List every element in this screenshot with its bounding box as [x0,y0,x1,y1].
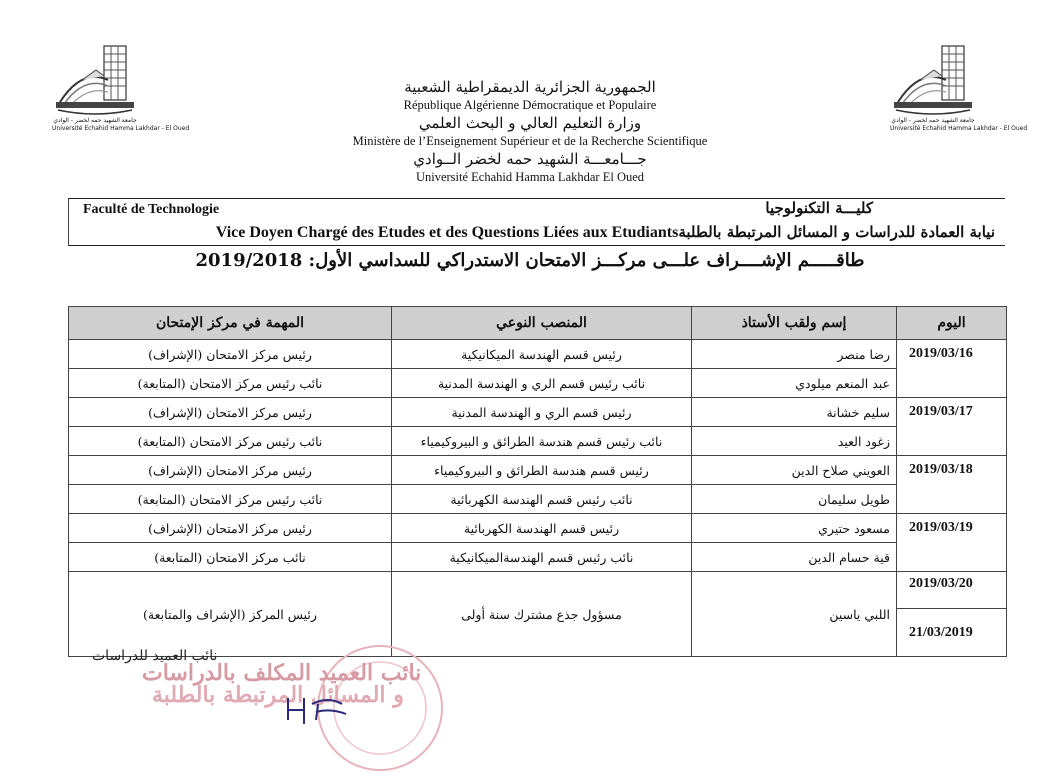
position-cell: نائب رئيس قسم الهندسةالميكانيكية [392,543,692,572]
day-cell: 21/03/2019 [897,609,1007,657]
header-day: اليوم [897,307,1007,340]
header-task: المهمة في مركز الإمتحان [69,307,392,340]
logo-caption-ar: جامعة الشهيد حمه لخضر - الوادي [891,117,975,124]
university-logo-left [52,40,190,135]
vice-dean-line [204,223,995,242]
university-ar: جـــامعـــة الشهيد حمه لخضر الــوادي [413,150,647,168]
signature-block [92,648,422,742]
position-cell: رئيس قسم الري و الهندسة المدنية [392,398,692,427]
task-cell: نائب رئيس مركز الامتحان (المتابعة) [69,485,392,514]
faculty-box [68,198,1005,246]
day-cell: 2019/03/16 [897,340,1007,398]
table-row [69,485,1007,514]
table-row [69,514,1007,543]
vice-dean-fr: Vice Doyen Chargé des Etudes et des Questions Liées aux Etudiants [215,224,679,241]
supervision-table [68,306,1007,657]
name-cell: مسعود حتيري [692,514,897,543]
ministry-fr: Ministère de l’Enseignement Supérieur et de la Recherche Scientifique [352,134,708,148]
name-cell: اللبي ياسين [692,572,897,657]
task-cell: رئيس مركز الامتحان (الإشراف) [69,340,392,369]
vice-dean-ar: نيابة العمادة للدراسات و المسائل المرتبطة بالطلبة [678,223,995,241]
table-header-row [69,307,1007,340]
table-row [69,398,1007,427]
name-cell: العويني صلاح الدين [692,456,897,485]
name-cell: رضا منصر [692,340,897,369]
logo-caption-fr: Université Echahid Hamma Lakhdar - El Oued [52,125,190,132]
handwritten-signature [282,690,352,730]
task-cell: نائب رئيس مركز الامتحان (المتابعة) [69,369,392,398]
position-cell: رئيس قسم هندسة الطرائق و البيروكيمياء [392,456,692,485]
task-cell: رئيس مركز الامتحان (الإشراف) [69,456,392,485]
ministry-ar: وزارة التعليم العالي و البحث العلمي [418,114,642,132]
task-cell: رئيس المركز (الإشراف والمتابعة) [69,572,392,657]
name-cell: زغود العيد [692,427,897,456]
logo-caption-ar: جامعة الشهيد حمه لخضر - الوادي [53,117,137,124]
table-row [69,456,1007,485]
republic-fr: République Algérienne Démocratique et Populaire [403,98,657,112]
table-row [69,427,1007,456]
document-title: طاقـــــم الإشــــراف علـــى مركـــز الامتحان الاستدراكي للسداسي الأول: 2019/2018 [195,250,865,271]
logo-caption-fr: Université Echahid Hamma Lakhdar - El Oued [890,125,1028,132]
stamp-text-1: نائب العميد المكلف بالدراسات [142,660,422,686]
university-building-icon [890,40,976,116]
stamp-text-2: و المسائل المرتبطة بالطلبة [152,682,404,708]
header-name: إسم ولقب الأستاذ [692,307,897,340]
name-cell: قية حسام الدين [692,543,897,572]
university-logo-right [890,40,1028,135]
university-fr: Université Echahid Hamma Lakhdar El Oued [415,170,645,184]
day-cell: 2019/03/20 [897,572,1007,609]
position-cell: نائب رئيس قسم هندسة الطرائق و البيروكيمياء [392,427,692,456]
task-cell: نائب رئيس مركز الامتحان (المتابعة) [69,427,392,456]
day-cell: 2019/03/18 [897,456,1007,514]
university-building-icon [52,40,138,116]
position-cell: مسؤول جذع مشترك سنة أولى [392,572,692,657]
faculty-name-fr: Faculté de Technologie [83,202,220,217]
day-cell: 2019/03/17 [897,398,1007,456]
task-cell: رئيس مركز الامتحان (الإشراف) [69,398,392,427]
official-header [290,78,770,186]
table-row [69,543,1007,572]
position-cell: نائب رئيس قسم الري و الهندسة المدنية [392,369,692,398]
faculty-name-ar: كليـــة التكنولوجيا [765,199,873,217]
republic-ar: الجمهورية الجزائرية الديمقراطية الشعبية [404,78,656,96]
table-row [69,369,1007,398]
position-cell: رئيس قسم الهندسة الكهربائية [392,514,692,543]
name-cell: عبد المنعم ميلودي [692,369,897,398]
header-position: المنصب النوعي [392,307,692,340]
position-cell: نائب رئيس قسم الهندسة الكهربائية [392,485,692,514]
task-cell: نائب مركز الامتحان (المتابعة) [69,543,392,572]
table-row [69,572,1007,609]
signature-title: نائب العميد للدراسات [92,648,218,664]
day-cell: 2019/03/19 [897,514,1007,572]
name-cell: سليم خشانة [692,398,897,427]
name-cell: طويل سليمان [692,485,897,514]
task-cell: رئيس مركز الامتحان (الإشراف) [69,514,392,543]
table-row [69,340,1007,369]
position-cell: رئيس قسم الهندسة الميكانيكية [392,340,692,369]
